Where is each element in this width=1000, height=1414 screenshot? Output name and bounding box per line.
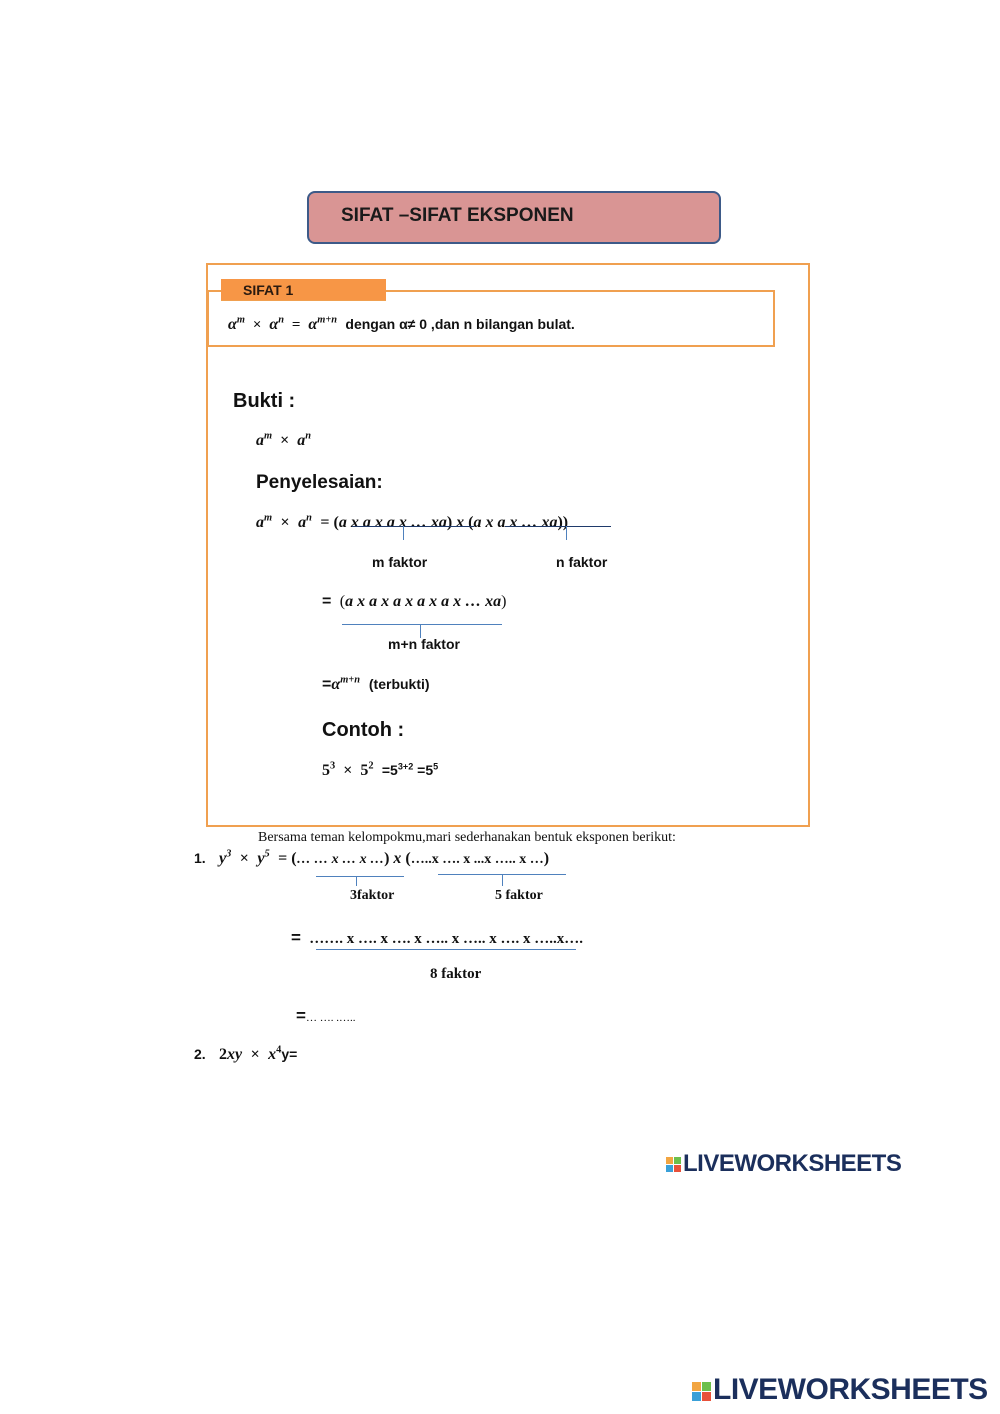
question-1: 1. $y^3 \times y^5$ = (… … x … x …) x (…..x …. x ...x ….. x …) bbox=[194, 848, 550, 867]
m-bracket-tick bbox=[403, 526, 404, 540]
proof-expression: $a^m \times a^n$ bbox=[256, 430, 311, 449]
strike-m bbox=[352, 526, 474, 527]
liveworksheets-mark-icon bbox=[692, 1382, 711, 1401]
combined-factors: a x a x a x a x a x … xa bbox=[345, 593, 502, 610]
q1-bracket-1-tick bbox=[356, 876, 357, 886]
contoh-example: $5^3 \times 5^2 =5^{3+2} =5^5$ bbox=[322, 760, 439, 779]
q1-bracket-2-tick bbox=[502, 874, 503, 886]
q2-tail: y= bbox=[281, 1046, 298, 1062]
q1-faktor-8: 8 faktor bbox=[430, 966, 482, 982]
liveworksheets-mark-icon bbox=[666, 1157, 681, 1172]
m-factor-group: a x a x a x … xa bbox=[338, 514, 447, 531]
expansion-line: $a^m \times a^n = (a$ x a x a x … xa) x (a x a x … xa)) bbox=[256, 512, 569, 531]
penyelesaian-heading: Penyelesaian: bbox=[256, 472, 383, 493]
contoh-heading: Contoh : bbox=[322, 719, 405, 741]
n-factor-group: a x a x … xa bbox=[473, 514, 558, 531]
logo-text-2: LIVEWORKSHEETS bbox=[713, 1373, 988, 1406]
liveworksheets-logo-2 bbox=[692, 1373, 988, 1407]
m-faktor-label: m faktor bbox=[372, 554, 428, 570]
rule-statement: $\alpha^m \times \alpha^n = \alpha^{m+n}$ dengan α≠ 0 ,dan n bilangan bulat. bbox=[228, 314, 575, 333]
q1-number: 1. bbox=[194, 850, 206, 866]
q1-expand-line: = ……. x …. x …. x ….. x ….. x …. x …..x…. bbox=[291, 928, 584, 947]
logo-text-1: LIVEWORKSHEETS bbox=[683, 1150, 902, 1177]
sifat-1-label: SIFAT 1 bbox=[243, 282, 294, 298]
q1-bracket-1 bbox=[316, 876, 404, 877]
page-title: SIFAT –SIFAT EKSPONEN bbox=[341, 205, 574, 226]
bukti-heading: Bukti : bbox=[233, 390, 296, 412]
sifat-1-tab bbox=[221, 279, 386, 301]
liveworksheets-logo-1 bbox=[666, 1150, 901, 1178]
q1-blank-group-1[interactable]: … … x … x … bbox=[296, 852, 385, 867]
mn-faktor-label: m+n faktor bbox=[388, 636, 460, 652]
terbukti-label: (terbukti) bbox=[368, 676, 430, 692]
strike-n bbox=[505, 526, 611, 527]
q1-result-line: =… …. .….. bbox=[296, 1006, 356, 1025]
q1-expand-blanks[interactable]: ……. x …. x …. x ….. x ….. x …. x …..x…. bbox=[309, 931, 584, 947]
question-2: 2. $2xy \times x^4y=$ bbox=[194, 1044, 298, 1063]
rule-condition: dengan α≠ 0 ,dan n bilangan bulat. bbox=[345, 316, 575, 332]
n-bracket-tick bbox=[566, 526, 567, 540]
mn-bracket bbox=[342, 624, 502, 625]
q1-blank-group-2[interactable]: …..x …. x ...x ….. x … bbox=[410, 852, 544, 867]
q1-bracket-3 bbox=[316, 949, 576, 950]
exercise-instruction: Bersama teman kelompokmu,mari sederhanakan bentuk eksponen berikut: bbox=[258, 830, 676, 845]
q1-faktor-5: 5 faktor bbox=[495, 888, 543, 903]
sifat-1-frame bbox=[206, 263, 810, 827]
q1-faktor-3: 3faktor bbox=[350, 888, 395, 903]
q2-number: 2. bbox=[194, 1046, 206, 1062]
combined-line: = (a x a x a x a x a x … xa) bbox=[322, 593, 507, 610]
title-banner bbox=[307, 191, 721, 244]
result-line: $=\alpha^{m+n}$ (terbukti) bbox=[322, 674, 430, 693]
n-faktor-label: n faktor bbox=[556, 554, 608, 570]
q1-result-blank[interactable]: … …. .….. bbox=[305, 1012, 356, 1024]
